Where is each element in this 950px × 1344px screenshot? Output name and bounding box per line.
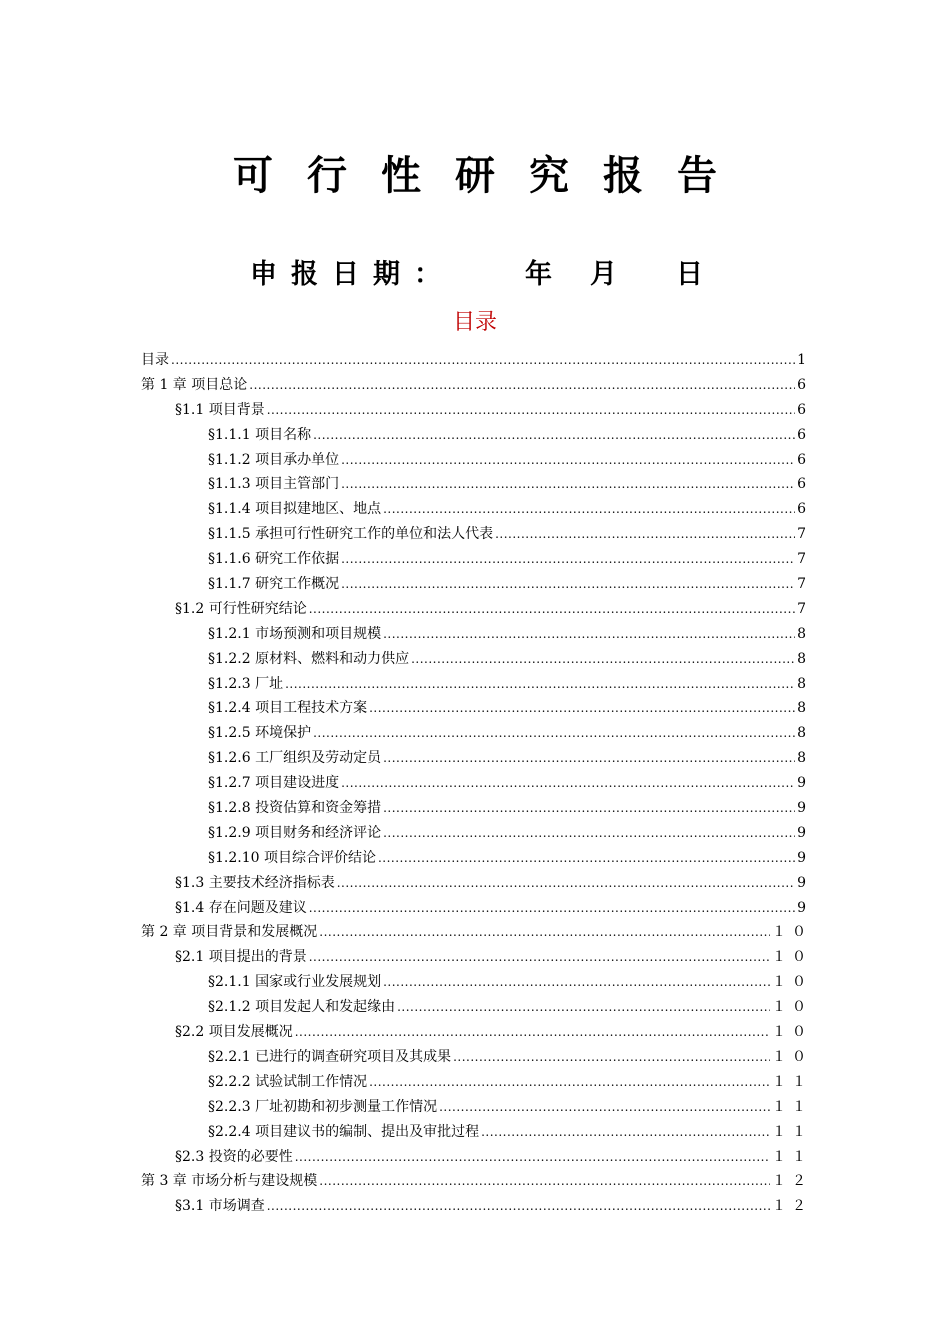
toc-entry-title: §1.2.1 市场预测和项目规模 — [208, 625, 382, 642]
toc-entry-page: １０ — [772, 999, 812, 1016]
toc-entry[interactable] — [141, 547, 812, 572]
toc-entry[interactable] — [141, 796, 812, 821]
toc-entry[interactable] — [141, 821, 812, 846]
toc-entry-page: 6 — [797, 501, 812, 518]
toc-entry[interactable] — [141, 920, 812, 945]
toc-dot-leader — [341, 472, 795, 497]
toc-entry-title: §1.3 主要技术经济指标表 — [175, 874, 335, 891]
toc-entry-title: §1.2.10 项目综合评价结论 — [208, 849, 376, 866]
toc-entry[interactable] — [141, 1194, 812, 1219]
toc-entry-title: §1.1.4 项目拟建地区、地点 — [208, 501, 382, 518]
toc-entry-page: １０ — [772, 949, 812, 966]
toc-entry-page: 6 — [797, 451, 812, 468]
toc-entry[interactable] — [141, 472, 812, 497]
toc-dot-leader — [267, 398, 795, 423]
toc-entry-title: §2.2.3 厂址初勘和初步测量工作情况 — [208, 1098, 438, 1115]
toc-dot-leader — [249, 373, 795, 398]
toc-dot-leader — [285, 672, 795, 697]
toc-entry[interactable] — [141, 696, 812, 721]
toc-entry[interactable] — [141, 1120, 812, 1145]
toc-entry-page: 1 — [797, 352, 812, 368]
toc-entry-title: §3.1 市场调查 — [175, 1198, 265, 1215]
toc-entry[interactable] — [141, 945, 812, 970]
toc-dot-leader — [495, 522, 795, 547]
toc-entry-title: 目录 — [141, 352, 169, 368]
toc-entry-title: §1.2.2 原材料、燃料和动力供应 — [208, 650, 410, 667]
toc-entry-page: 9 — [797, 899, 812, 916]
toc-entry-page: 7 — [797, 526, 812, 543]
toc-dot-leader — [397, 995, 770, 1020]
toc-dot-leader — [341, 448, 795, 473]
toc-dot-leader — [383, 497, 795, 522]
toc-entry[interactable] — [141, 771, 812, 796]
toc-entry-page: 9 — [797, 849, 812, 866]
table-of-contents — [141, 348, 812, 1219]
toc-dot-leader — [295, 1020, 770, 1045]
toc-entry-title: §1.2.3 厂址 — [208, 675, 284, 692]
toc-entry[interactable] — [141, 871, 812, 896]
toc-entry[interactable] — [141, 1145, 812, 1170]
toc-dot-leader — [313, 423, 795, 448]
toc-dot-leader — [295, 1145, 770, 1170]
toc-dot-leader — [481, 1120, 770, 1145]
toc-entry[interactable] — [141, 1045, 812, 1070]
toc-dot-leader — [341, 771, 795, 796]
toc-entry[interactable] — [141, 1169, 812, 1194]
toc-entry-page: 7 — [797, 576, 812, 593]
toc-entry-page: １１ — [772, 1148, 812, 1165]
toc-entry-page: １０ — [772, 1024, 812, 1041]
toc-entry-title: §2.3 投资的必要性 — [175, 1148, 293, 1165]
toc-entry[interactable] — [141, 622, 812, 647]
toc-dot-leader — [341, 547, 795, 572]
toc-entry[interactable] — [141, 348, 812, 373]
toc-entry-page: １１ — [772, 1073, 812, 1090]
toc-dot-leader — [309, 597, 795, 622]
toc-entry[interactable] — [141, 1070, 812, 1095]
toc-entry-page: １０ — [772, 1048, 812, 1065]
toc-entry[interactable] — [141, 1095, 812, 1120]
toc-entry[interactable] — [141, 995, 812, 1020]
toc-entry-title: §1.1.7 研究工作概况 — [208, 576, 340, 593]
toc-entry-title: §1.1.2 项目承办单位 — [208, 451, 340, 468]
toc-dot-leader — [383, 796, 795, 821]
toc-dot-leader — [378, 846, 795, 871]
date-year-label: 年 — [525, 259, 552, 290]
document-title: 可行性研究报告 — [233, 153, 751, 199]
toc-entry-page: １１ — [772, 1123, 812, 1140]
toc-entry[interactable] — [141, 846, 812, 871]
toc-entry[interactable] — [141, 423, 812, 448]
date-month-label: 月 — [590, 259, 617, 290]
toc-entry[interactable] — [141, 597, 812, 622]
toc-dot-leader — [439, 1095, 770, 1120]
toc-entry-title: §1.2.4 项目工程技术方案 — [208, 700, 368, 717]
toc-entry-page: 9 — [797, 775, 812, 792]
toc-entry-title: §1.2.7 项目建设进度 — [208, 775, 340, 792]
toc-entry-title: §1.4 存在问题及建议 — [175, 899, 307, 916]
toc-entry[interactable] — [141, 373, 812, 398]
toc-entry-title: §1.2.9 项目财务和经济评论 — [208, 824, 382, 841]
toc-dot-leader — [309, 945, 770, 970]
toc-entry-title: §1.1.1 项目名称 — [208, 426, 312, 443]
toc-entry-page: 8 — [797, 700, 812, 717]
toc-entry[interactable] — [141, 896, 812, 921]
toc-dot-leader — [341, 572, 795, 597]
toc-entry-title: §2.2 项目发展概况 — [175, 1024, 293, 1041]
toc-entry-page: 8 — [797, 725, 812, 742]
toc-entry[interactable] — [141, 647, 812, 672]
toc-entry-page: 6 — [797, 426, 812, 443]
toc-entry-title: §2.1.2 项目发起人和发起缘由 — [208, 999, 396, 1016]
toc-entry[interactable] — [141, 746, 812, 771]
date-day-label: 日 — [676, 259, 703, 290]
toc-entry-page: １０ — [772, 974, 812, 991]
toc-entry-title: 第 2 章 项目背景和发展概况 — [141, 924, 318, 941]
toc-entry-page: １１ — [772, 1098, 812, 1115]
toc-heading: 目录 — [452, 310, 497, 335]
toc-entry-page: １２ — [772, 1198, 812, 1215]
toc-entry-title: 第 1 章 项目总论 — [141, 376, 248, 393]
toc-entry-title: §1.1.3 项目主管部门 — [208, 476, 340, 493]
toc-entry-title: §1.1.6 研究工作依据 — [208, 551, 340, 568]
toc-entry-page: 9 — [797, 800, 812, 817]
toc-entry-title: §1.1 项目背景 — [175, 401, 265, 418]
toc-entry[interactable] — [141, 970, 812, 995]
toc-entry-page: 6 — [797, 401, 812, 418]
toc-dot-leader — [383, 821, 795, 846]
toc-entry-title: §2.2.4 项目建议书的编制、提出及审批过程 — [208, 1123, 480, 1140]
toc-entry-page: 8 — [797, 625, 812, 642]
toc-entry-title: §2.1.1 国家或行业发展规划 — [208, 974, 382, 991]
toc-dot-leader — [319, 920, 770, 945]
toc-entry-title: §1.2 可行性研究结论 — [175, 600, 307, 617]
toc-dot-leader — [267, 1194, 770, 1219]
toc-dot-leader — [411, 647, 795, 672]
toc-dot-leader — [383, 746, 795, 771]
toc-dot-leader — [453, 1045, 770, 1070]
toc-entry[interactable] — [141, 721, 812, 746]
toc-entry-page: 6 — [797, 476, 812, 493]
toc-entry-page: 6 — [797, 376, 812, 393]
toc-dot-leader — [369, 1070, 770, 1095]
toc-entry[interactable] — [141, 522, 812, 547]
toc-dot-leader — [383, 970, 770, 995]
toc-entry-page: 8 — [797, 650, 812, 667]
toc-entry-title: §2.1 项目提出的背景 — [175, 949, 307, 966]
toc-entry-title: §1.2.8 投资估算和资金筹措 — [208, 800, 382, 817]
toc-dot-leader — [337, 871, 795, 896]
toc-entry-title: §1.2.5 环境保护 — [208, 725, 312, 742]
toc-entry[interactable] — [141, 497, 812, 522]
toc-entry-page: 7 — [797, 551, 812, 568]
toc-entry-page: 9 — [797, 824, 812, 841]
toc-entry-page: １２ — [772, 1173, 812, 1190]
toc-entry[interactable] — [141, 1020, 812, 1045]
toc-dot-leader — [369, 696, 795, 721]
toc-dot-leader — [171, 348, 795, 373]
toc-entry[interactable] — [141, 672, 812, 697]
toc-entry-title: 第 3 章 市场分析与建设规模 — [141, 1173, 318, 1190]
toc-entry-page: 8 — [797, 750, 812, 767]
toc-dot-leader — [319, 1169, 770, 1194]
toc-dot-leader — [313, 721, 795, 746]
toc-entry[interactable] — [141, 398, 812, 423]
toc-entry-page: 9 — [797, 874, 812, 891]
toc-entry-title: §1.1.5 承担可行性研究工作的单位和法人代表 — [208, 526, 494, 543]
toc-entry[interactable] — [141, 448, 812, 473]
toc-entry-page: 8 — [797, 675, 812, 692]
toc-dot-leader — [383, 622, 795, 647]
toc-dot-leader — [309, 896, 795, 921]
toc-entry-title: §1.2.6 工厂组织及劳动定员 — [208, 750, 382, 767]
toc-entry-page: １０ — [772, 924, 812, 941]
toc-entry-title: §2.2.2 试验试制工作情况 — [208, 1073, 368, 1090]
date-label: 申报日期： — [250, 259, 455, 290]
toc-entry-page: 7 — [797, 600, 812, 617]
toc-entry[interactable] — [141, 572, 812, 597]
toc-entry-title: §2.2.1 已进行的调查研究项目及其成果 — [208, 1048, 452, 1065]
